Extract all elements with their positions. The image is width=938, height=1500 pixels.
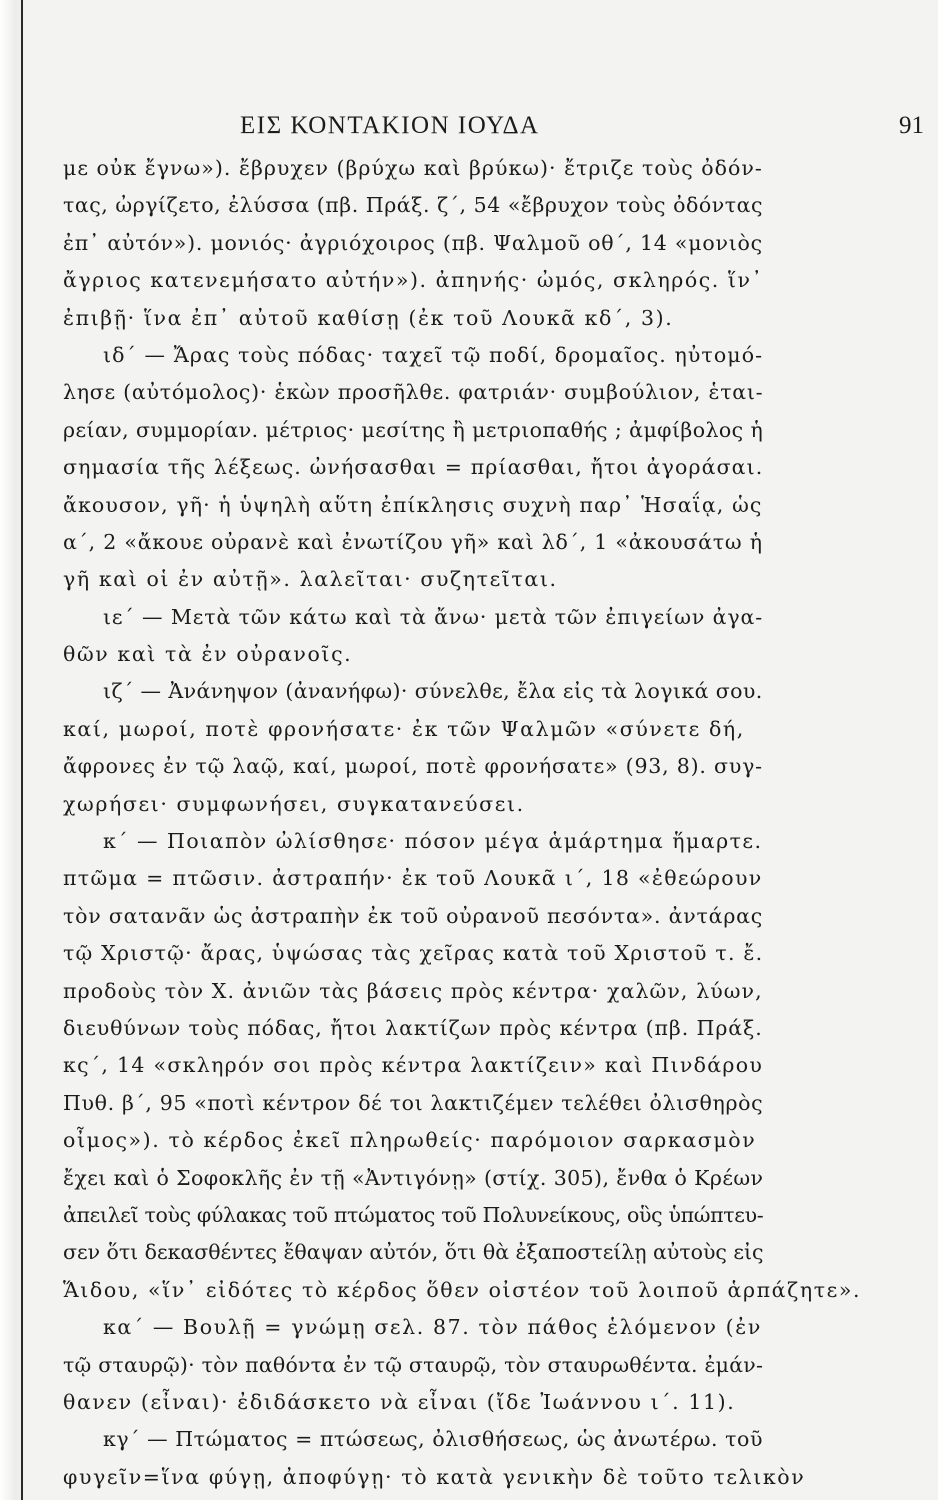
text-line: κς΄, 14 «σκληρόν σοι πρὸς κέντρα λακτίζειν» καὶ Πινδάρου <box>63 1053 764 1078</box>
text-line: θῶν καὶ τὰ ἐν οὐρανοῖς. <box>63 642 353 667</box>
text-line: κ΄ — Ποιαπὸν ὠλίσθησε· πόσον μέγα ἁμάρτημα ἥμαρτε. <box>103 829 763 854</box>
text-line: καί, μωροί, ποτὲ φρονήσατε· ἐκ τῶν Ψαλμῶν «σύνετε δή, <box>63 716 745 741</box>
text-line: Πυθ. β΄, 95 «ποτὶ κέντρον δέ τοι λακτιζέμεν τελέθει ὀλισθηρὸς <box>63 1090 764 1115</box>
text-line: ἐπ᾿ αὐτόν»). μονιός· ἀγριόχοιρος (πβ. Ψαλμοῦ οθ΄, 14 «μονιὸς <box>63 230 763 255</box>
text-line: ἄκουσον, γῆ· ἡ ὑψηλὴ αὕτη ἐπίκλησις συχνὴ παρ᾿ Ἡσαΐᾳ, ὡς <box>63 492 763 517</box>
text-line: Ἅιδου, «ἵν᾿ εἰδότες τὸ κέρδος ὅθεν οἰστέον τοῦ λοιποῦ ἁρπάζητε». <box>63 1277 862 1302</box>
text-line: λησε (αὐτόμολος)· ἑκὼν προσῆλθε. φατριάν· συμβούλιον, ἑται- <box>63 380 764 405</box>
text-line: προδοὺς τὸν Χ. ἀνιῶν τὰς βάσεις πρὸς κέντρα· χαλῶν, λύων, <box>63 978 763 1003</box>
text-line: α΄, 2 «ἄκουε οὐρανὲ καὶ ἐνωτίζου γῆ» καὶ λδ΄, 1 «ἀκουσάτω ἡ <box>63 529 763 554</box>
text-line: ἐπιβῇ· ἵνα ἐπ᾿ αὐτοῦ καθίσῃ (ἐκ τοῦ Λουκᾶ κδ΄, 3). <box>63 305 674 330</box>
text-line: χωρήσει· συμφωνήσει, συγκατανεύσει. <box>63 791 525 816</box>
text-line: ἀπειλεῖ τοὺς φύλακας τοῦ πτώματος τοῦ Πολυνείκους, οὓς ὑπώπτευ- <box>63 1202 764 1227</box>
text-line: ἄγριος κατενεμήσατο αὐτήν»). ἀπηνής· ὠμός, σκληρός. ἵν᾿ <box>63 268 764 293</box>
text-line: σημασία τῆς λέξεως. ὠνήσασθαι = πρίασθαι, ἤτοι ἀγοράσαι. <box>63 455 764 480</box>
text-line: τῷ Χριστῷ· ἄρας, ὑψώσας τὰς χεῖρας κατὰ τοῦ Χριστοῦ τ. ἔ. <box>63 941 764 966</box>
text-line: σεν ὅτι δεκασθέντες ἔθαψαν αὐτόν, ὅτι θὰ ἐξαποστείλῃ αὐτοὺς εἰς <box>63 1240 764 1265</box>
text-line: ἔχει καὶ ὁ Σοφοκλῆς ἐν τῇ «Ἀντιγόνῃ» (στίχ. 305), ἔνθα ὁ Κρέων <box>63 1165 764 1190</box>
text-line: κα΄ — Βουλῇ = γνώμῃ σελ. 87. τὸν πάθος ἑλόμενον (ἐν <box>103 1315 762 1340</box>
page-body <box>63 150 862 1496</box>
page-number: 91 <box>899 112 924 139</box>
text-line: γῆ καὶ οἱ ἐν αὐτῇ». λαλεῖται· συζητεῖται. <box>63 567 558 592</box>
text-line: με οὐκ ἔγνω»). ἔβρυχεν (βρύχω καὶ βρύκω)· ἔτριζε τοὺς ὀδόν- <box>63 156 763 180</box>
text-line: φυγεῖν=ἵνα φύγῃ, ἀποφύγῃ· τὸ κατὰ γενικὴν δὲ τοῦτο τελικὸν <box>63 1464 806 1489</box>
text-line: ιδ΄ — Ἄρας τοὺς πόδας· ταχεῖ τῷ ποδί, δρομαῖος. ηὐτομό- <box>103 342 764 367</box>
text-line: πτῶμα = πτῶσιν. ἀστραπήν· ἐκ τοῦ Λουκᾶ ι΄, 18 «ἐθεώρουν <box>63 866 763 891</box>
text-line: τῷ σταυρῷ)· τὸν παθόντα ἐν τῷ σταυρῷ, τὸν σταυρωθέντα. ἐμάν- <box>63 1352 764 1377</box>
text-line: θανεν (εἶναι)· ἐδιδάσκετο νὰ εἶναι (ἴδε Ἰωάννου ι΄. 11). <box>63 1389 736 1414</box>
text-line: ιε΄ — Μετὰ τῶν κάτω καὶ τὰ ἄνω· μετὰ τῶν ἐπιγείων ἀγα- <box>103 604 764 629</box>
text-line: ρείαν, συμμορίαν. μέτριος· μεσίτης ἢ μετριοπαθής ; ἀμφίβολος ἡ <box>63 417 764 442</box>
running-head <box>0 112 938 146</box>
binding-edge <box>21 0 23 1500</box>
text-line: ἄφρονες ἐν τῷ λαῷ, καί, μωροί, ποτὲ φρονήσατε» (93, 8). συγ- <box>63 754 763 779</box>
running-head-title: ΕΙΣ ΚΟΝΤΑΚΙΟΝ ΙΟΥΔΑ <box>240 112 540 139</box>
text-line: διευθύνων τοὺς πόδας, ἤτοι λακτίζων πρὸς κέντρα (πβ. Πράξ. <box>63 1015 763 1040</box>
text-line: τὸν σατανᾶν ὡς ἀστραπὴν ἐκ τοῦ οὐρανοῦ πεσόντα». ἀντάρας <box>63 903 764 928</box>
text-line: οἶμος»). τὸ κέρδος ἐκεῖ πληρωθείς· παρόμοιον σαρκασμὸν <box>63 1128 757 1153</box>
text-line: κγ΄ — Πτώματος = πτώσεως, ὀλισθήσεως, ὡς ἀνωτέρω. τοῦ <box>103 1427 763 1452</box>
text-line: ιζ΄ — Ἀνάνηψον (ἀνανήφω)· σύνελθε, ἔλα εἰς τὰ λογικά σου. <box>103 679 763 704</box>
text-line: τας, ὠργίζετο, ἐλύσσα (πβ. Πράξ. ζ΄, 54 «ἔβρυχον τοὺς ὀδόντας <box>63 193 764 218</box>
